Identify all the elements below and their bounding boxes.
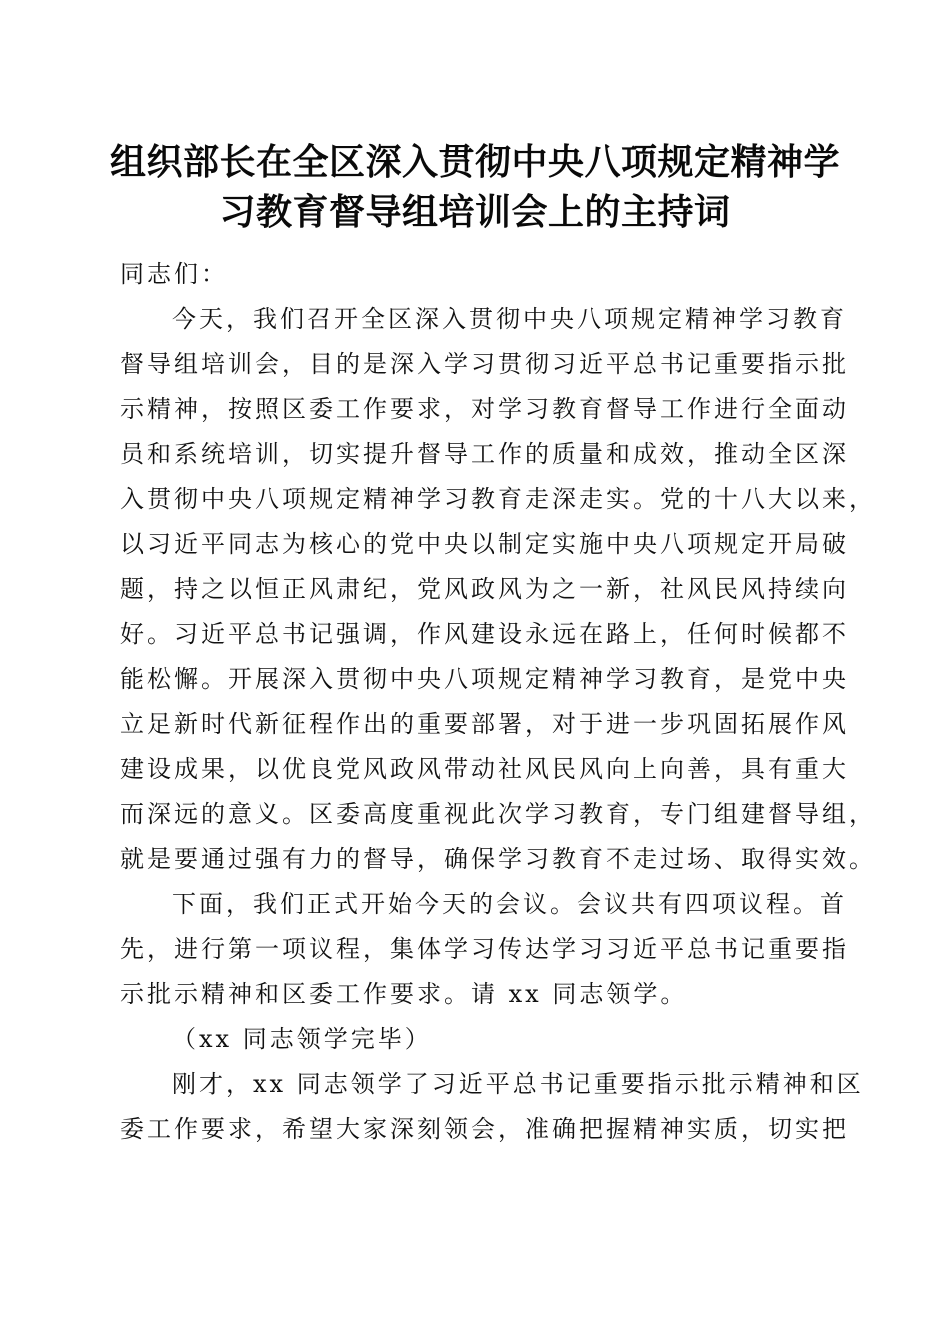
paragraph-line: 督导组培训会，目的是深入学习贯彻习近平总书记重要指示批	[120, 350, 849, 378]
title-line-1: 组织部长在全区深入贯彻中央八项规定精神学	[110, 141, 841, 183]
paragraph-line: 今天，我们召开全区深入贯彻中央八项规定精神学习教育	[172, 305, 847, 333]
paragraph-3	[120, 1017, 832, 1062]
paragraph-line: 委工作要求，希望大家深刻领会，准确把握精神实质，切实把	[120, 1115, 849, 1143]
paragraph-line: 能松懈。开展深入贯彻中央八项规定精神学习教育，是党中央	[120, 665, 849, 693]
paragraph-line: 立足新时代新征程作出的重要部署，对于进一步巩固拓展作风	[120, 710, 849, 738]
title-line-2: 习教育督导组培训会上的主持词	[219, 191, 731, 233]
paragraph-line: 入贯彻中央八项规定精神学习教育走深走实。党的十八大以来，	[120, 485, 876, 513]
paragraph-line: 先，进行第一项议程，集体学习传达学习习近平总书记重要指	[120, 935, 849, 963]
paragraph-line: 题，持之以恒正风肃纪，党风政风为之一新，社风民风持续向	[120, 575, 849, 603]
paragraph-line: 好。习近平总书记强调，作风建设永远在路上，任何时候都不	[120, 620, 849, 648]
salutation: 同志们：	[120, 260, 228, 288]
paragraph-line: 员和系统培训，切实提升督导工作的质量和成效，推动全区深	[120, 440, 849, 468]
paragraph-1	[120, 297, 876, 882]
paragraph-line: 就是要通过强有力的督导，确保学习教育不走过场、取得实效。	[120, 845, 876, 873]
paragraph-line: 示批示精神和区委工作要求。请 xx 同志领学。	[120, 980, 688, 1008]
document-title	[110, 137, 840, 237]
paragraph-line: 建设成果，以优良党风政风带动社风民风向上向善，具有重大	[120, 755, 849, 783]
paragraph-line: 而深远的意义。区委高度重视此次学习教育，专门组建督导组，	[120, 800, 876, 828]
paragraph-line: 下面，我们正式开始今天的会议。会议共有四项议程。首	[172, 890, 847, 918]
paragraph-line: 以习近平同志为核心的党中央以制定实施中央八项规定开局破	[120, 530, 849, 558]
paragraph-line: （xx 同志领学完毕）	[172, 1025, 432, 1053]
document-body	[120, 252, 876, 1152]
paragraph-line: 示精神，按照区委工作要求，对学习教育督导工作进行全面动	[120, 395, 849, 423]
paragraph-4	[120, 1062, 864, 1152]
paragraph-line: 刚才，xx 同志领学了习近平总书记重要指示批示精神和区	[172, 1070, 864, 1098]
paragraph-2	[120, 882, 849, 1017]
